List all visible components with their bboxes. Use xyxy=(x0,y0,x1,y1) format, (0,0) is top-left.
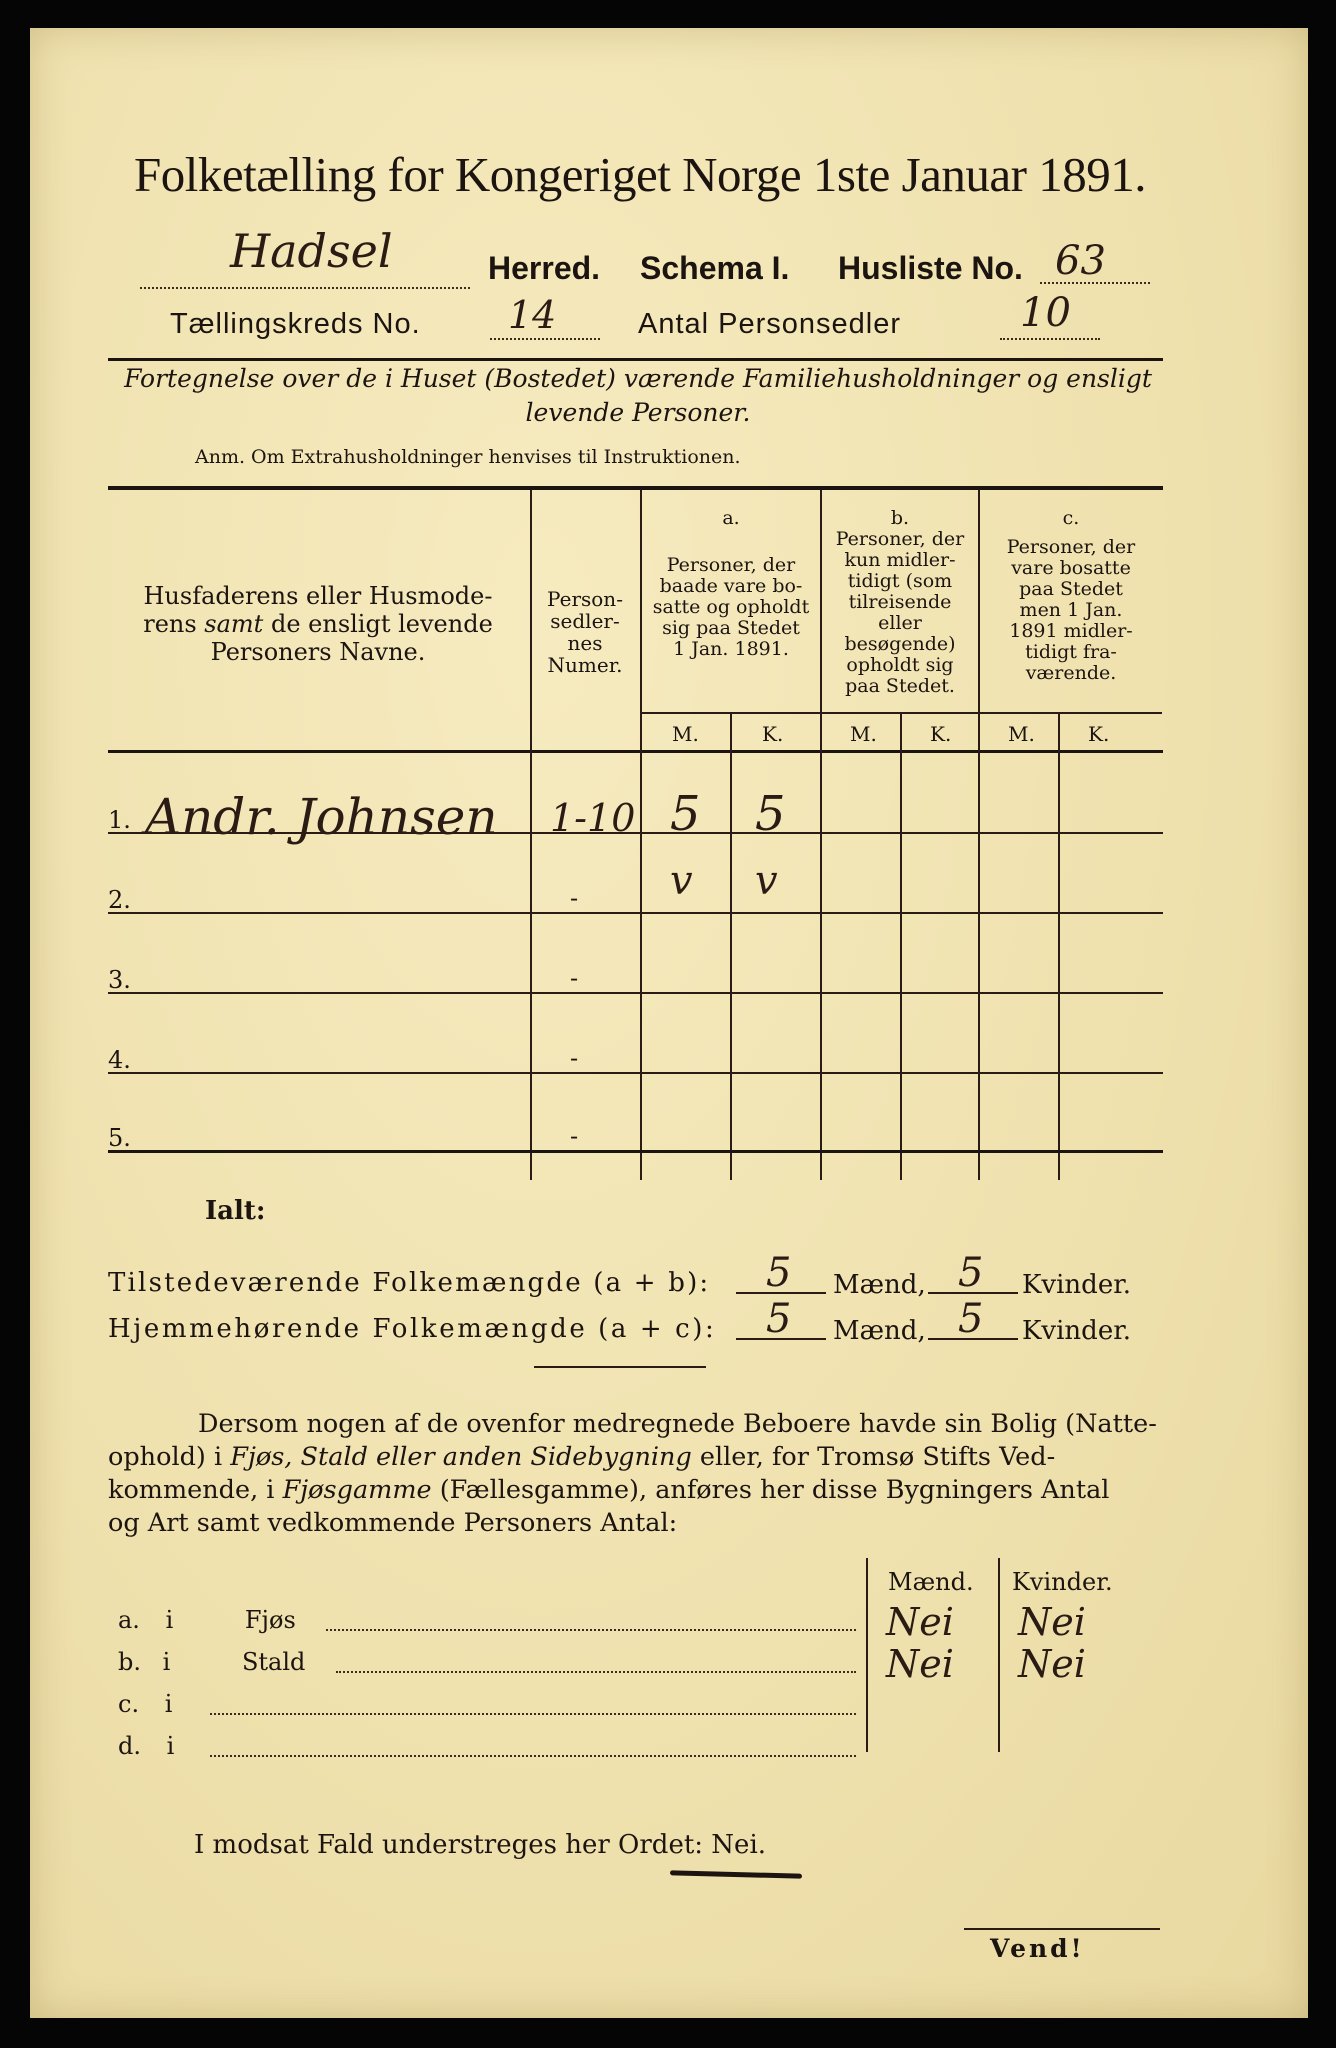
bldg-row-d-dots xyxy=(210,1754,856,1757)
personsedler-value: 10 xyxy=(1020,290,1071,336)
personsedler-label: Antal Personsedler xyxy=(638,308,902,340)
row-name: Andr. Johnsen xyxy=(145,788,498,846)
bldg-kvinder-head: Kvinder. xyxy=(1012,1568,1113,1596)
table-bottom-rule xyxy=(108,1150,1163,1153)
row-a-m: 5 xyxy=(670,786,701,842)
bldg-row-b-m: Nei xyxy=(886,1642,954,1686)
para-line-1: Dersom nogen af de ovenfor medregnede Beboere havde sin Bolig (Natte- xyxy=(198,1409,1157,1439)
personsedler-field xyxy=(1000,336,1100,340)
vend-rule xyxy=(964,1928,1160,1930)
b-m-header: M. xyxy=(850,722,877,746)
row-persnum: - xyxy=(570,1044,579,1072)
husliste-value: 63 xyxy=(1055,238,1106,284)
row-number: 3. xyxy=(108,966,131,994)
row-rule xyxy=(108,1072,1163,1074)
col-b-header: b. Personer, der kun midler- tidigt (som tilreisende eller besøgende) opholdt sig paa Stedet. xyxy=(835,507,965,697)
bldg-row-a-m: Nei xyxy=(886,1600,954,1644)
bldg-maend-head: Mænd. xyxy=(888,1568,974,1596)
hjem-maend: Mænd, xyxy=(833,1316,926,1346)
row-number: 1. xyxy=(108,806,131,834)
bldg-row-a-k: Nei xyxy=(1018,1600,1086,1644)
tilst-kvinder: Kvinder. xyxy=(1022,1270,1132,1300)
col-name-header: Husfaderens eller Husmode- rens samt de ensligt levende Personers Navne. xyxy=(143,582,493,666)
col-divider xyxy=(730,712,732,1180)
row-number: 2. xyxy=(108,886,131,914)
row-rule xyxy=(108,992,1163,994)
col-divider xyxy=(1058,712,1060,1180)
row-number: 5. xyxy=(108,1124,131,1152)
bldg-row-b-k: Nei xyxy=(1018,1642,1086,1686)
c-m-header: M. xyxy=(1008,722,1035,746)
bldg-row-d: d. i xyxy=(118,1732,175,1760)
nei-underline xyxy=(670,1870,802,1878)
tilst-label: Tilstedeværende Folkemængde (a + b): xyxy=(108,1268,711,1298)
bldg-divider xyxy=(998,1558,1000,1752)
section-divider xyxy=(534,1366,706,1368)
kreds-value: 14 xyxy=(508,293,557,337)
header-rule xyxy=(108,358,1163,361)
bldg-row-b: b. i Stald xyxy=(118,1648,306,1676)
hjem-m-value: 5 xyxy=(766,1296,792,1342)
hjem-k-value: 5 xyxy=(958,1296,984,1342)
col-num-header: Person- sedler- nes Numer. xyxy=(547,587,623,677)
a-k-header: K. xyxy=(762,722,784,746)
row-persnum: 1-10 xyxy=(550,796,636,840)
a-m-header: M. xyxy=(672,722,699,746)
modsat-note: I modsat Fald understreges her Ordet: Nei. xyxy=(194,1830,767,1860)
para-line-2: ophold) i Fjøs, Stald eller anden Sidebygning eller, for Tromsø Stifts Ved- xyxy=(108,1442,1056,1472)
anm-note: Anm. Om Extrahusholdninger henvises til Instruktionen. xyxy=(195,446,741,468)
table-header-rule xyxy=(108,750,1163,753)
table-top-rule xyxy=(108,486,1163,490)
row-a-k: 5 xyxy=(755,786,786,842)
kreds-label: Tællingskreds No. xyxy=(170,308,421,340)
mk-rule xyxy=(642,712,1162,714)
intro-line-2: levende Personer. xyxy=(525,398,751,427)
b-k-header: K. xyxy=(930,722,952,746)
row-a-k: v xyxy=(755,858,778,904)
buildings-paragraph xyxy=(108,1408,1168,1540)
tilst-m-value: 5 xyxy=(766,1250,792,1296)
bldg-row-a-dots xyxy=(326,1628,856,1631)
para-line-4: og Art samt vedkommende Personers Antal: xyxy=(108,1508,678,1538)
col-divider xyxy=(900,712,902,1180)
intro-line-1: Fortegnelse over de i Huset (Bostedet) værende Familiehusholdninger og ensligt xyxy=(124,364,1152,393)
herred-value: Hadsel xyxy=(230,224,393,278)
row-a-m: v xyxy=(670,858,693,904)
para-line-3: kommende, i Fjøsgamme (Fællesgamme), anføres her disse Bygningers Antal xyxy=(108,1475,1110,1505)
tilst-k-value: 5 xyxy=(958,1250,984,1296)
schema-label: Schema I. xyxy=(640,250,790,286)
hjem-kvinder: Kvinder. xyxy=(1022,1316,1132,1346)
c-k-header: K. xyxy=(1088,722,1110,746)
herred-label: Herred. xyxy=(488,250,601,286)
row-persnum: - xyxy=(570,964,579,992)
census-form-page xyxy=(30,28,1308,2018)
row-persnum: - xyxy=(570,1122,579,1150)
tilst-maend: Mænd, xyxy=(833,1270,926,1300)
row-persnum: - xyxy=(570,884,579,912)
bldg-divider xyxy=(866,1558,868,1752)
row-rule xyxy=(108,912,1163,914)
bldg-row-a: a. i Fjøs xyxy=(118,1606,296,1634)
vend-label: Vend! xyxy=(990,1934,1085,1963)
bldg-row-b-dots xyxy=(336,1670,856,1673)
col-a-header: a. Personer, der baade vare bo- satte og opholdt sig paa Stedet 1 Jan. 1891. xyxy=(652,507,810,660)
row-number: 4. xyxy=(108,1046,131,1074)
ialt-label: Ialt: xyxy=(205,1196,266,1226)
bldg-row-c-dots xyxy=(210,1712,856,1715)
col-c-header: c. Personer, der vare bosatte paa Stedet men 1 Jan. 1891 midler- tidigt fra- værende. xyxy=(1006,507,1136,684)
bldg-row-c: c. i xyxy=(118,1690,173,1718)
husliste-label: Husliste No. xyxy=(838,250,1023,286)
hjem-label: Hjemmehørende Folkemængde (a + c): xyxy=(108,1314,717,1344)
form-title: Folketælling for Kongeriget Norge 1ste Januar 1891. xyxy=(134,147,1146,202)
